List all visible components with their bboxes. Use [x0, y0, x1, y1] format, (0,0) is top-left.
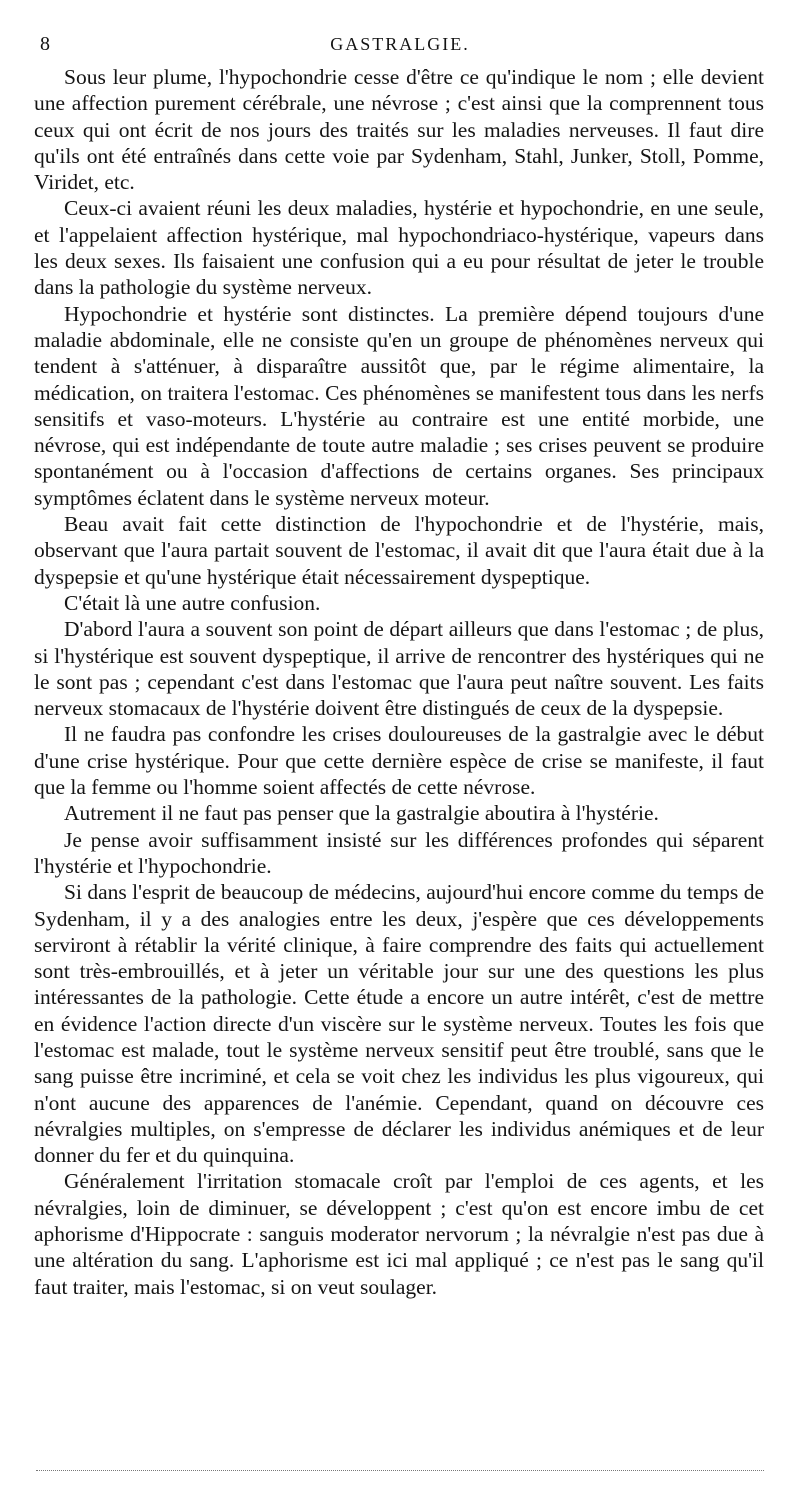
paragraph: Hypochondrie et hystérie sont distinctes. La première dépend toujours d'une maladie abdominale, elle ne consiste qu'en un groupe de phénomènes nerveux qui tendent à s'atténuer, à disparaître aussitôt que, par le régime alimentaire, la médication, on traitera l'estomac. Ces phénomènes se manifestent tous dans les nerfs sensitifs et vaso-moteurs. L'hystérie au contraire est une entité morbide, une névrose, qui est indépendante de toute autre maladie ; ses crises peuvent se produire spontanément ou à l'occasion d'affections de certains organes. Ses principaux symptômes éclatent dans le système nerveux moteur.	[34, 301, 764, 510]
paragraph: Sous leur plume, l'hypochondrie cesse d'être ce qu'indique le nom ; elle devient une affection purement cérébrale, une névrose ; c'est ainsi que la comprennent tous ceux qui ont écrit de nos jours des traités sur les maladies nerveuses. Il faut dire qu'ils ont été entraînés dans cette voie par Sydenham, Stahl, Junker, Stoll, Pomme, Viridet, etc.	[34, 65, 764, 195]
paragraph: Si dans l'esprit de beaucoup de médecins, aujourd'hui encore comme du temps de Sydenham, il y a des analogies entre les deux, j'espère que ces développements serviront à rétablir la vérité clinique, à faire comprendre des faits qui actuellement sont très-embrouillés, et à jeter un véritable jour sur une des questions les plus intéressantes de la pathologie. Cette étude a encore un autre intérêt, c'est de mettre en évidence l'action directe d'un viscère sur le système nerveux. Toutes les fois que l'estomac est malade, tout le système nerveux sensitif peut être troublé, sans que le sang puisse être incriminé, et cela se voit chez les individus les plus vigoureux, qui n'ont aucune des apparences de l'anémie. Cependant, quand on découvre ces névralgies multiples, on s'empresse de déclarer les individus anémiques et de leur donner du fer et du quinquina.	[34, 880, 764, 1168]
paragraph: D'abord l'aura a souvent son point de départ ailleurs que dans l'estomac ; de plus, si l'hystérique est souvent dyspeptique, il arrive de rencontrer des hystériques qui ne le sont pas ; cependant c'est dans l'estomac que l'aura peut naître souvent. Les faits nerveux stomacaux de l'hystérie doivent être distingués de ceux de la dyspepsie.	[34, 617, 764, 721]
page-header	[0, 32, 800, 56]
running-title: GASTRALGIE.	[330, 34, 470, 54]
paragraph: Beau avait fait cette distinction de l'hypochondrie et de l'hystérie, mais, observant que l'aura partait souvent de l'estomac, il avait dit que l'aura était due à la dyspepsie et qu'une hystérique était nécessairement dyspeptique.	[34, 512, 764, 589]
body-text	[34, 64, 764, 1300]
page-number: 8	[40, 33, 50, 55]
paragraph: Généralement l'irritation stomacale croît par l'emploi de ces agents, et les névralgies, loin de diminuer, se développent ; c'est qu'on est encore imbu de cet aphorisme d'Hippocrate : sanguis moderator nervorum ; la névralgie n'est pas due à une altération du sang. L'aphorisme est ici mal appliqué ; ce n'est pas le sang qu'il faut traiter, mais l'estomac, si on veut soulager.	[34, 1169, 764, 1299]
paragraph: Ceux-ci avaient réuni les deux maladies, hystérie et hypochondrie, en une seule, et l'appelaient affection hystérique, mal hypochondriaco-hystérique, vapeurs dans les deux sexes. Ils faisaient une confusion qui a eu pour résultat de jeter le trouble dans la pathologie du système nerveux.	[34, 196, 764, 300]
paragraph: Autrement il ne faut pas penser que la gastralgie aboutira à l'hystérie.	[64, 801, 659, 826]
paragraph: Il ne faudra pas confondre les crises douloureuses de la gastralgie avec le début d'une crise hystérique. Pour que cette dernière espèce de crise se manifeste, il faut que la femme ou l'homme soient affectés de cette névrose.	[34, 722, 764, 800]
paragraph: C'était là une autre confusion.	[64, 590, 321, 615]
paragraph: Je pense avoir suffisamment insisté sur les différences profondes qui séparent l'hystérie et l'hypochondrie.	[34, 827, 764, 878]
footer-rule	[36, 1470, 764, 1471]
